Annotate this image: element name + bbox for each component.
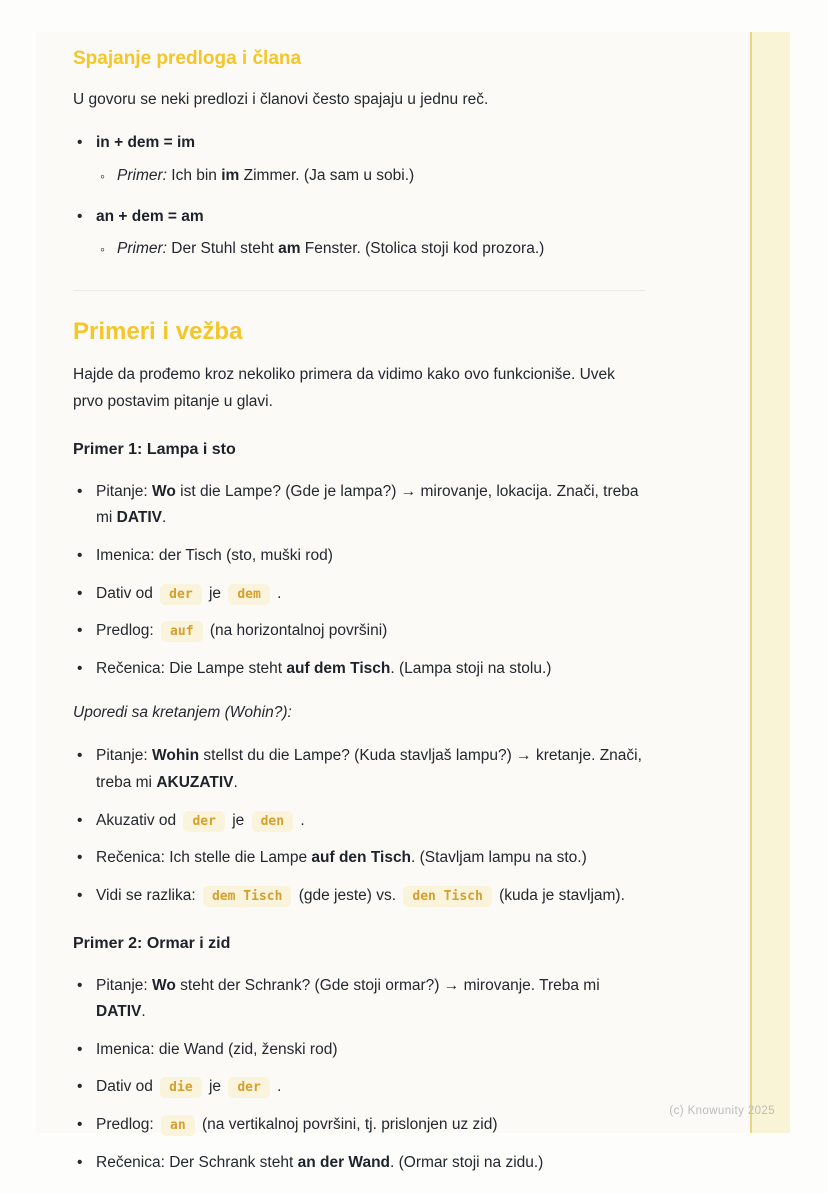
list-item: • Imenica: die Wand (zid, ženski rod) (73, 1037, 645, 1064)
copyright-watermark: (c) Knowunity 2025 (669, 1105, 775, 1117)
sub-bullet-list (96, 163, 645, 190)
bold-text: DATIV (116, 509, 163, 527)
divider (73, 290, 645, 291)
list-item (73, 130, 645, 189)
bold-text: auf den Tisch (311, 849, 412, 867)
list-item: • Pitanje: Wohin stellst du die Lampe? (Kuda stavljaš lampu?) → kretanje. Znači, treba mi AKUZATIV. (73, 743, 645, 796)
section-heading: Primeri i vežba (73, 317, 243, 345)
subsection-heading: Primer 1: Lampa i sto (73, 440, 236, 458)
list-item: • Dativ od der je dem . (73, 581, 645, 608)
list-item: ◦ Primer: Der Stuhl steht am Fenster. (Stolica stoji kod prozora.) (96, 236, 645, 263)
bullet-list (73, 973, 645, 1177)
italic-text: Primer: (117, 240, 167, 258)
code-chip: der (160, 584, 201, 605)
code-chip: an (161, 1115, 195, 1136)
code-chip: der (228, 1077, 269, 1098)
code-chip: den (252, 811, 293, 832)
list-item: ◦ Primer: Ich bin im Zimmer. (Ja sam u sobi.) (96, 163, 645, 190)
code-chip: die (160, 1077, 201, 1098)
list-item (73, 204, 645, 263)
list-item: • Rečenica: Die Lampe steht auf dem Tisch. (Lampa stoji na stolu.) (73, 656, 645, 683)
paragraph: U govoru se neki predlozi i članovi često spajaju u jednu reč. (73, 90, 489, 108)
bold-text: Wohin (152, 747, 200, 765)
list-item: • Akuzativ od der je den . (73, 808, 645, 835)
list-item: • Pitanje: Wo steht der Schrank? (Gde stoji ormar?) → mirovanje. Treba mi DATIV. (73, 973, 645, 1026)
bold-text: am (278, 240, 301, 258)
bold-text: AKUZATIV (156, 773, 234, 791)
bullet-list (73, 479, 645, 683)
code-chip: den Tisch (403, 886, 491, 907)
bold-text: DATIV (96, 1003, 142, 1021)
subsection-heading: Primer 2: Ormar i zid (73, 934, 231, 952)
bold-text: auf dem Tisch (286, 659, 391, 677)
bullet-list (73, 743, 645, 909)
page-content (73, 36, 645, 1193)
code-chip: dem Tisch (203, 886, 291, 907)
bold-text: Wo (152, 482, 176, 500)
list-item: • Vidi se razlika: dem Tisch (gde jeste) vs. den Tisch (kuda je stavljam). (73, 883, 645, 910)
bold-text: in + dem = im (96, 134, 196, 152)
bold-text: im (221, 166, 240, 184)
list-item: • Pitanje: Wo ist die Lampe? (Gde je lampa?) → mirovanje, lokacija. Znači, treba mi DATIV. (73, 479, 645, 532)
document-page (36, 32, 790, 1171)
list-item: • Rečenica: Ich stelle die Lampe auf den Tisch. (Stavljam lampu na sto.) (73, 845, 645, 872)
bold-text: an + dem = am (96, 207, 204, 225)
bold-text: Wo (152, 976, 176, 994)
list-item: • Dativ od die je der . (73, 1074, 645, 1101)
list-item: • Predlog: an (na vertikalnoj površini, tj. prislonjen uz zid) (73, 1112, 645, 1139)
list-item: • Rečenica: Der Schrank steht an der Wand. (Ormar stoji na zidu.) (73, 1150, 645, 1177)
bullet-list (73, 130, 645, 263)
paragraph: Hajde da prođemo kroz nekoliko primera da vidimo kako ovo funkcioniše. Uvek prvo postavim pitanje u glavi. (73, 366, 615, 410)
code-chip: auf (161, 621, 202, 642)
italic-text: Uporedi sa kretanjem (Wohin?): (73, 703, 292, 721)
italic-text: Primer: (117, 166, 167, 184)
paragraph (73, 700, 645, 727)
section-heading: Spajanje predloga i člana (73, 48, 302, 69)
code-chip: der (183, 811, 224, 832)
sub-bullet-list (96, 236, 645, 263)
list-item: • Predlog: auf (na horizontalnoj površini) (73, 618, 645, 645)
code-chip: dem (228, 584, 269, 605)
bold-text: an der Wand (297, 1153, 391, 1171)
page-edge-highlight-strip (750, 32, 790, 1133)
list-item: • Imenica: der Tisch (sto, muški rod) (73, 543, 645, 570)
